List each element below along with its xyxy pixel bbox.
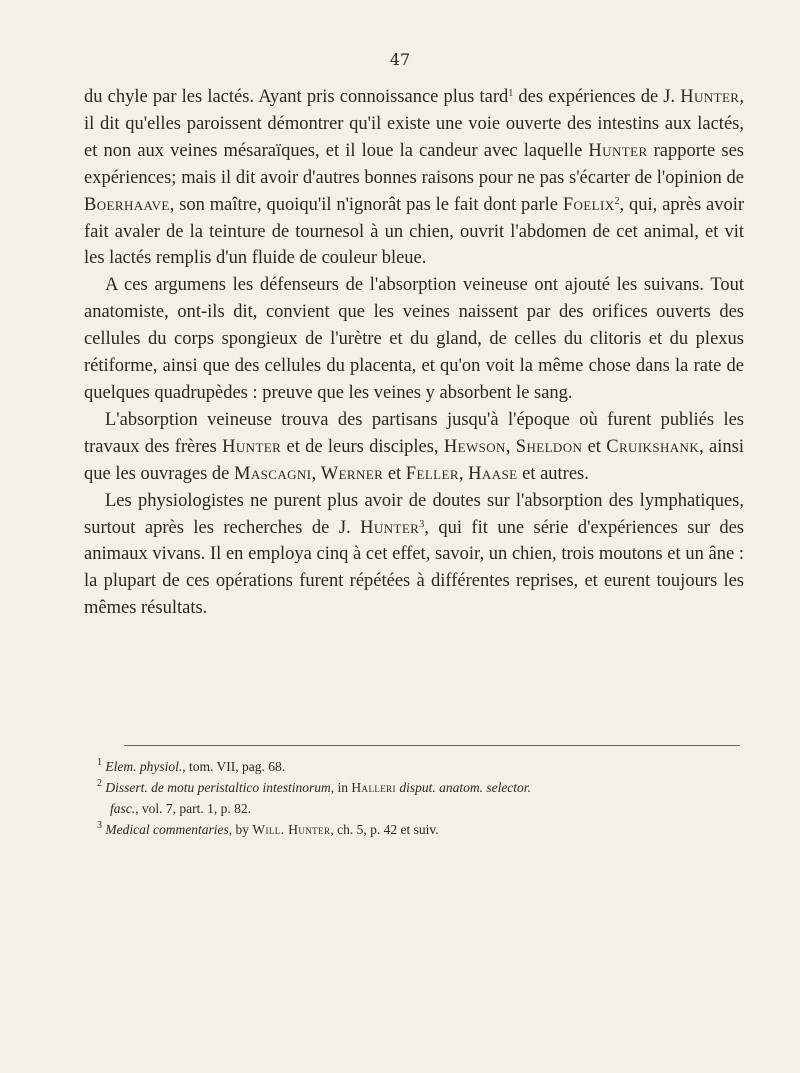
name-werner: Werner <box>320 463 384 484</box>
name-haase: Haase <box>468 463 518 484</box>
name-boerhaave: Boerhaave <box>84 194 170 215</box>
name-hunter: Hunter <box>222 436 282 457</box>
name-hewson: Hewson <box>443 436 506 457</box>
name-sheldon: Sheldon <box>515 436 583 457</box>
name-mascagni: Mascagni <box>234 463 312 484</box>
footnote-marker-2: 2 <box>614 195 620 207</box>
name-foelix: Foelix <box>562 194 615 215</box>
footnote-3: $^3$ Medical commentaries, by Will. Hunter, ch. 5, p. 42 et suiv. <box>97 820 439 837</box>
paragraph-1: du chyle par les lactés. Ayant pris connoissance plus tard$^1$ des expériences de J. Hunter, il dit qu'elles paroissent démontrer qu'il existe une voie ouverte des intestins aux lactés, et non aux veines mésaraïques, et il loue la candeur avec laquelle Hunter rapporte ses expériences; mais il dit avoir d'autres bonnes raisons pour ne pas s'écarter de l'opinion de Boerhaave, son maître, quoiqu'il n'ignorât pas le fait dont parle Foelix$^2$, qui, après avoir fait avaler de la teinture de tournesol à un chien, ouvrit l'abdomen de cet animal, et vit les lactés remplis d'un fluide de couleur bleue. <box>84 87 745 269</box>
main-text <box>84 84 744 622</box>
footnote-marker-3: 3 <box>419 518 425 530</box>
footnote-marker-1: 1 <box>508 88 514 99</box>
name-hunter: Hunter <box>360 517 420 538</box>
footnotes <box>84 756 744 840</box>
footnote-divider <box>124 745 740 746</box>
paragraph-3: L'absorption veineuse trouva des partisans jusqu'à l'époque où furent publiés les travaux des frères Hunter et de leurs disciples, Hewson, Sheldon et Cruikshank, ainsi que les ouvrages de Mascagni, Werner et Feller, Haase et autres. <box>84 409 745 484</box>
footnote-1: $^1$ Elem. physiol., tom. VII, pag. 68. <box>97 757 286 774</box>
name-feller: Feller <box>405 463 459 484</box>
name-hunter: Hunter <box>680 87 740 107</box>
footnote-2: $^2$ Dissert. de motu peristaltico intestinorum, in Halleri disput. anatom. selector. fasc., vol. 7, part. 1, p. 82. <box>97 778 531 816</box>
paragraph-2: A ces argumens les défenseurs de l'absorption veineuse ont ajouté les suivans. Tout anatomiste, ont-ils dit, convient que les veines naissent par des orifices ouverts des cellules du corps spongieux de l'urètre et du gland, de celles du clitoris et du plexus rétiforme, ainsi que des cellules du placenta, et qu'on voit la même chose dans la rate de quelques quadrupèdes : preuve que les veines y absorbent le sang. <box>84 275 744 403</box>
name-hunter: Hunter <box>588 140 648 161</box>
name-cruikshank: Cruikshank <box>606 436 700 457</box>
page-number: 47 <box>389 50 411 69</box>
paragraph-4: Les physiologistes ne purent plus avoir de doutes sur l'absorption des lymphatiques, surtout après les recherches de J. Hunter$^3$, qui fit une série d'expériences sur des animaux vivans. Il en employa cinq à cet effet, savoir, un chien, trois moutons et un âne : la plupart de ces opérations furent répétées à différentes reprises, et eurent toujours les mêmes résultats. <box>84 490 744 619</box>
